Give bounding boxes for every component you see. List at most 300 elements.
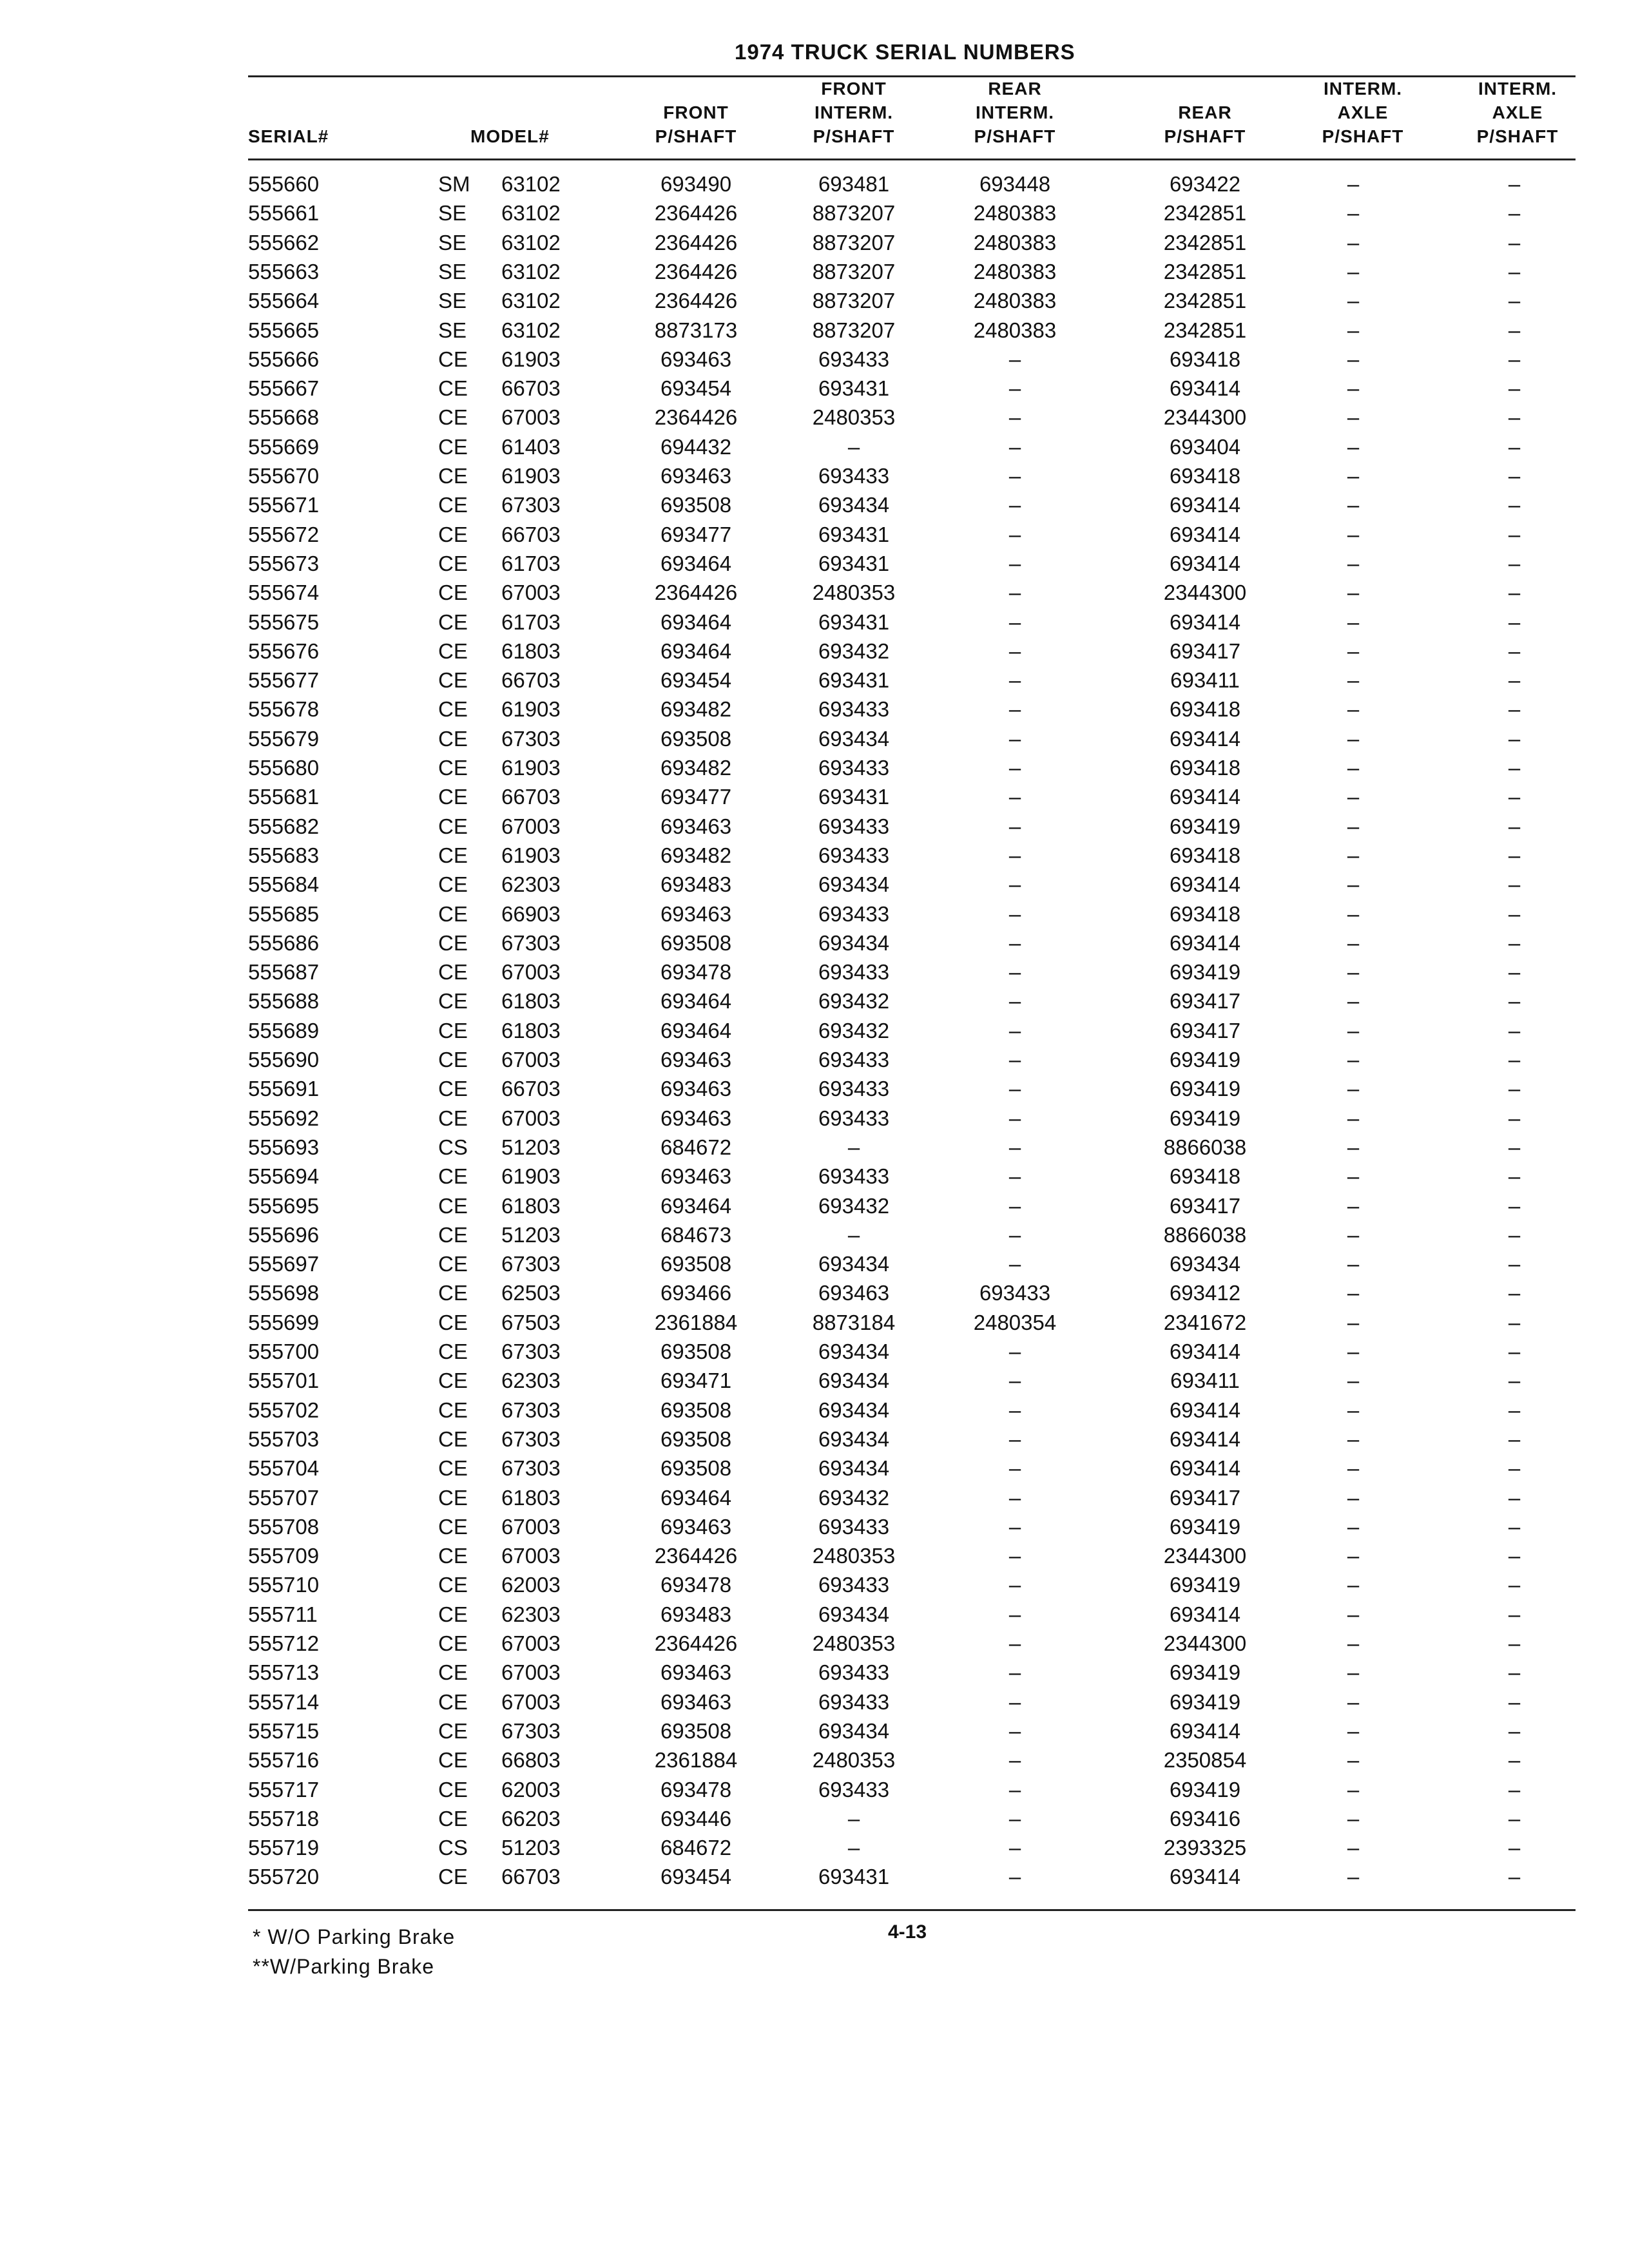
front-pshaft-cell: 684672	[660, 1836, 732, 1860]
interm-axle-pshaft-1-cell: –	[1347, 318, 1360, 342]
rear-interm-pshaft-cell: –	[1008, 1456, 1021, 1481]
rear-pshaft-cell: 2350854	[1163, 1748, 1247, 1773]
front-interm-pshaft-cell: 693434	[818, 1369, 890, 1393]
interm-axle-pshaft-2-cell: –	[1508, 1718, 1521, 1743]
model-number-cell: 67003	[501, 960, 561, 985]
front-pshaft-cell: 693463	[660, 814, 732, 838]
front-pshaft-cell: 693508	[660, 1427, 732, 1451]
rear-pshaft-cell: 2344300	[1163, 581, 1247, 605]
front-interm-pshaft-cell: –	[847, 1222, 860, 1247]
rear-interm-pshaft-cell: –	[1008, 697, 1021, 722]
rear-pshaft-cell: 2342851	[1163, 289, 1247, 313]
rear-pshaft-cell: 8866038	[1163, 1135, 1247, 1159]
rear-pshaft-cell: 693414	[1169, 1427, 1241, 1451]
front-pshaft-cell: 2364426	[654, 230, 738, 255]
interm-axle-pshaft-2-cell: –	[1508, 1456, 1521, 1481]
model-code-cell: CE	[438, 697, 468, 722]
interm-axle-pshaft-2-cell: –	[1508, 901, 1521, 926]
interm-axle-pshaft-1-cell: –	[1347, 814, 1360, 838]
rear-interm-pshaft-cell: –	[1008, 1340, 1021, 1363]
serial-cell: 555702	[248, 1398, 320, 1422]
interm-axle-pshaft-1-cell: –	[1347, 1164, 1360, 1189]
front-interm-pshaft-cell: 693431	[818, 610, 890, 634]
model-number-cell: 66703	[501, 1865, 561, 1889]
front-pshaft-cell: 693477	[660, 522, 732, 546]
serial-cell: 555660	[248, 172, 320, 196]
serial-cell: 555701	[248, 1369, 320, 1393]
front-pshaft-cell: 693463	[660, 347, 732, 371]
model-code-cell: CE	[438, 1018, 468, 1043]
rear-interm-pshaft-cell: –	[1008, 1252, 1021, 1276]
rear-interm-pshaft-cell: –	[1008, 405, 1021, 430]
front-interm-pshaft-cell: 693434	[818, 930, 890, 955]
interm-axle-pshaft-2-cell: –	[1508, 1222, 1521, 1247]
model-code-cell: SE	[438, 201, 467, 226]
model-number-cell: 67003	[501, 581, 561, 605]
rear-pshaft-cell: 2344300	[1163, 405, 1247, 430]
model-code-cell: CE	[438, 581, 468, 605]
serial-cell: 555719	[248, 1836, 320, 1860]
interm-axle-pshaft-2-cell: –	[1508, 1514, 1521, 1539]
model-number-cell: 51203	[501, 1135, 561, 1159]
rear-interm-pshaft-cell: 2480383	[973, 289, 1057, 313]
model-number-cell: 61903	[501, 697, 561, 722]
front-interm-pshaft-cell: 693433	[818, 1689, 890, 1714]
model-code-cell: CE	[438, 1077, 468, 1101]
interm-axle-pshaft-1-cell: –	[1347, 1048, 1360, 1072]
model-code-cell: CE	[438, 668, 468, 693]
model-number-cell: 61903	[501, 756, 561, 780]
interm-axle-pshaft-1-cell: –	[1347, 697, 1360, 722]
front-interm-pshaft-cell: 693433	[818, 1106, 890, 1130]
serial-cell: 555664	[248, 289, 320, 313]
page-number: 4-13	[888, 1921, 927, 1943]
front-interm-pshaft-cell: 693433	[818, 1164, 890, 1189]
rear-interm-pshaft-cell: –	[1008, 960, 1021, 985]
interm-axle-pshaft-2-cell: –	[1508, 726, 1521, 751]
rear-interm-pshaft-cell: –	[1008, 814, 1021, 838]
interm-axle-pshaft-2-cell: –	[1508, 289, 1521, 313]
rear-interm-pshaft-cell: –	[1008, 551, 1021, 575]
model-number-cell: 67003	[501, 1106, 561, 1130]
header-interm-axle-pshaft-2: INTERM. AXLE P/SHAFT	[1476, 79, 1559, 146]
rear-interm-pshaft-cell: –	[1008, 610, 1021, 634]
front-pshaft-cell: 2361884	[654, 1310, 738, 1334]
serial-cell: 555707	[248, 1485, 320, 1510]
serial-cell: 555668	[248, 405, 320, 430]
rear-pshaft-cell: 693418	[1169, 901, 1241, 926]
interm-axle-pshaft-2-cell: –	[1508, 1748, 1521, 1773]
model-code-cell: CE	[438, 901, 468, 926]
rear-pshaft-cell: 693419	[1169, 1660, 1241, 1685]
interm-axle-pshaft-2-cell: –	[1508, 434, 1521, 459]
interm-axle-pshaft-1-cell: –	[1347, 1718, 1360, 1743]
model-number-cell: 66903	[501, 901, 561, 926]
model-number-cell: 67303	[501, 1340, 561, 1363]
model-code-cell: CE	[438, 1398, 468, 1422]
interm-axle-pshaft-2-cell: –	[1508, 376, 1521, 401]
front-pshaft-cell: 694432	[660, 434, 732, 459]
model-number-cell: 63102	[501, 201, 561, 226]
interm-axle-pshaft-1-cell: –	[1347, 259, 1360, 284]
interm-axle-pshaft-2-cell: –	[1508, 1048, 1521, 1072]
model-code-cell: CE	[438, 960, 468, 985]
interm-axle-pshaft-1-cell: –	[1347, 1748, 1360, 1773]
model-code-cell: CE	[438, 1369, 468, 1393]
model-code-cell: CE	[438, 1164, 468, 1189]
front-pshaft-cell: 8873173	[654, 318, 738, 342]
rear-interm-pshaft-cell: –	[1008, 1573, 1021, 1597]
serial-cell: 555677	[248, 668, 320, 693]
interm-axle-pshaft-2-cell: –	[1508, 201, 1521, 226]
rear-interm-pshaft-cell: –	[1008, 581, 1021, 605]
rear-pshaft-cell: 693418	[1169, 1164, 1241, 1189]
front-pshaft-cell: 693508	[660, 493, 732, 517]
model-number-cell: 62003	[501, 1573, 561, 1597]
model-number-cell: 67503	[501, 1310, 561, 1334]
front-pshaft-cell: 2361884	[654, 1748, 738, 1773]
front-interm-pshaft-cell: 693434	[818, 1718, 890, 1743]
rear-pshaft-cell: 693417	[1169, 989, 1241, 1014]
front-interm-pshaft-cell: 693481	[818, 172, 890, 196]
front-interm-pshaft-cell: 693431	[818, 785, 890, 809]
front-pshaft-cell: 693464	[660, 1193, 732, 1218]
interm-axle-pshaft-1-cell: –	[1347, 610, 1360, 634]
front-interm-pshaft-cell: 2480353	[812, 1544, 896, 1568]
interm-axle-pshaft-1-cell: –	[1347, 785, 1360, 809]
rear-interm-pshaft-cell: –	[1008, 522, 1021, 546]
serial-cell: 555694	[248, 1164, 320, 1189]
serial-cell: 555676	[248, 639, 320, 663]
front-pshaft-cell: 693478	[660, 1777, 732, 1802]
interm-axle-pshaft-1-cell: –	[1347, 930, 1360, 955]
front-pshaft-cell: 2364426	[654, 259, 738, 284]
interm-axle-pshaft-1-cell: –	[1347, 1398, 1360, 1422]
rear-interm-pshaft-cell: –	[1008, 1602, 1021, 1626]
model-number-cell: 62003	[501, 1777, 561, 1802]
front-interm-pshaft-cell: 2480353	[812, 581, 896, 605]
rear-pshaft-cell: 693418	[1169, 756, 1241, 780]
interm-axle-pshaft-1-cell: –	[1347, 872, 1360, 897]
rear-interm-pshaft-cell: –	[1008, 1865, 1021, 1889]
model-code-cell: CE	[438, 726, 468, 751]
rear-pshaft-cell: 693414	[1169, 376, 1241, 401]
front-interm-pshaft-cell: 693434	[818, 1252, 890, 1276]
front-pshaft-cell: 693464	[660, 1485, 732, 1510]
interm-axle-pshaft-1-cell: –	[1347, 639, 1360, 663]
model-number-cell: 66703	[501, 376, 561, 401]
model-code-cell: CE	[438, 610, 468, 634]
serial-cell: 555708	[248, 1514, 320, 1539]
interm-axle-pshaft-1-cell: –	[1347, 1806, 1360, 1831]
front-pshaft-cell: 2364426	[654, 289, 738, 313]
front-interm-pshaft-cell: 693433	[818, 1777, 890, 1802]
rear-pshaft-cell: 693417	[1169, 1485, 1241, 1510]
rear-interm-pshaft-cell: –	[1008, 930, 1021, 955]
front-interm-pshaft-cell: 693433	[818, 1514, 890, 1539]
front-interm-pshaft-cell: 693433	[818, 347, 890, 371]
front-interm-pshaft-cell: 693432	[818, 1485, 890, 1510]
rear-pshaft-cell: 693414	[1169, 610, 1241, 634]
rear-pshaft-cell: 2344300	[1163, 1544, 1247, 1568]
front-interm-pshaft-cell: 8873184	[812, 1310, 896, 1334]
front-pshaft-cell: 2364426	[654, 581, 738, 605]
rear-interm-pshaft-cell: –	[1008, 434, 1021, 459]
front-pshaft-cell: 2364426	[654, 201, 738, 226]
interm-axle-pshaft-2-cell: –	[1508, 1865, 1521, 1889]
serial-cell: 555687	[248, 960, 320, 985]
rear-pshaft-cell: 693411	[1170, 668, 1240, 693]
front-interm-pshaft-cell: 693434	[818, 1427, 890, 1451]
serial-cell: 555680	[248, 756, 320, 780]
rear-pshaft-cell: 2342851	[1163, 318, 1247, 342]
model-number-cell: 61803	[501, 989, 561, 1014]
rear-pshaft-cell: 693419	[1169, 1514, 1241, 1539]
interm-axle-pshaft-1-cell: –	[1347, 756, 1360, 780]
interm-axle-pshaft-2-cell: –	[1508, 1398, 1521, 1422]
model-number-cell: 62503	[501, 1281, 561, 1305]
model-code-cell: CE	[438, 843, 468, 867]
model-number-cell: 61803	[501, 639, 561, 663]
serial-cell: 555699	[248, 1310, 320, 1334]
interm-axle-pshaft-1-cell: –	[1347, 1193, 1360, 1218]
serial-cell: 555714	[248, 1689, 320, 1714]
model-code-cell: SM	[438, 172, 470, 196]
rear-interm-pshaft-cell: –	[1008, 1193, 1021, 1218]
front-pshaft-cell: 693508	[660, 1252, 732, 1276]
rear-pshaft-cell: 693414	[1169, 522, 1241, 546]
interm-axle-pshaft-2-cell: –	[1508, 1631, 1521, 1655]
front-pshaft-cell: 693477	[660, 785, 732, 809]
model-number-cell: 66703	[501, 785, 561, 809]
serial-cell: 555670	[248, 464, 320, 488]
rear-interm-pshaft-cell: –	[1008, 1689, 1021, 1714]
model-number-cell: 67303	[501, 493, 561, 517]
serial-cell: 555665	[248, 318, 320, 342]
interm-axle-pshaft-2-cell: –	[1508, 930, 1521, 955]
interm-axle-pshaft-1-cell: –	[1347, 1340, 1360, 1363]
serial-cell: 555661	[248, 201, 320, 226]
front-interm-pshaft-cell: 693433	[818, 1048, 890, 1072]
interm-axle-pshaft-2-cell: –	[1508, 405, 1521, 430]
front-pshaft-cell: 693478	[660, 960, 732, 985]
serial-cell: 555712	[248, 1631, 320, 1655]
serial-cell: 555681	[248, 785, 320, 809]
rear-interm-pshaft-cell: –	[1008, 901, 1021, 926]
model-code-cell: CE	[438, 464, 468, 488]
serial-cell: 555693	[248, 1135, 320, 1159]
front-pshaft-cell: 693463	[660, 1514, 732, 1539]
interm-axle-pshaft-2-cell: –	[1508, 1340, 1521, 1363]
serial-cell: 555675	[248, 610, 320, 634]
model-number-cell: 63102	[501, 318, 561, 342]
rear-pshaft-cell: 693414	[1169, 551, 1241, 575]
serial-cell: 555666	[248, 347, 320, 371]
rear-interm-pshaft-cell: –	[1008, 1836, 1021, 1860]
model-code-cell: CE	[438, 1485, 468, 1510]
front-pshaft-cell: 693490	[660, 172, 732, 196]
front-interm-pshaft-cell: 693434	[818, 1398, 890, 1422]
model-number-cell: 66703	[501, 668, 561, 693]
interm-axle-pshaft-2-cell: –	[1508, 1485, 1521, 1510]
model-code-cell: CE	[438, 1310, 468, 1334]
model-number-cell: 62303	[501, 872, 561, 897]
rear-interm-pshaft-cell: –	[1008, 1485, 1021, 1510]
serial-cell: 555689	[248, 1018, 320, 1043]
front-pshaft-cell: 693508	[660, 1456, 732, 1481]
front-interm-pshaft-cell: 693433	[818, 756, 890, 780]
interm-axle-pshaft-2-cell: –	[1508, 1164, 1521, 1189]
rear-interm-pshaft-cell: –	[1008, 1164, 1021, 1189]
table-bottom-rule	[248, 1909, 1576, 1911]
interm-axle-pshaft-1-cell: –	[1347, 1252, 1360, 1276]
front-pshaft-cell: 693464	[660, 610, 732, 634]
interm-axle-pshaft-2-cell: –	[1508, 464, 1521, 488]
rear-pshaft-cell: 693414	[1169, 1456, 1241, 1481]
rear-interm-pshaft-cell: –	[1008, 493, 1021, 517]
model-code-cell: CE	[438, 347, 468, 371]
model-number-cell: 61403	[501, 434, 561, 459]
model-number-cell: 67303	[501, 1427, 561, 1451]
front-interm-pshaft-cell: 693431	[818, 522, 890, 546]
front-pshaft-cell: 693463	[660, 1106, 732, 1130]
front-interm-pshaft-cell: 8873207	[812, 259, 896, 284]
rear-interm-pshaft-cell: –	[1008, 1048, 1021, 1072]
serial-cell: 555692	[248, 1106, 320, 1130]
interm-axle-pshaft-2-cell: –	[1508, 1806, 1521, 1831]
rear-interm-pshaft-cell: –	[1008, 347, 1021, 371]
interm-axle-pshaft-1-cell: –	[1347, 1310, 1360, 1334]
interm-axle-pshaft-2-cell: –	[1508, 1193, 1521, 1218]
front-pshaft-cell: 693483	[660, 872, 732, 897]
front-pshaft-cell: 693464	[660, 639, 732, 663]
rear-pshaft-cell: 2344300	[1163, 1631, 1247, 1655]
rear-pshaft-cell: 693417	[1169, 1018, 1241, 1043]
model-number-cell: 66803	[501, 1748, 561, 1773]
front-interm-pshaft-cell: 693433	[818, 1573, 890, 1597]
serial-cell: 555663	[248, 259, 320, 284]
serial-cell: 555700	[248, 1340, 320, 1363]
model-number-cell: 67003	[501, 814, 561, 838]
front-interm-pshaft-cell: 693433	[818, 697, 890, 722]
model-number-cell: 67303	[501, 1252, 561, 1276]
front-interm-pshaft-cell: 693434	[818, 493, 890, 517]
model-number-cell: 63102	[501, 259, 561, 284]
interm-axle-pshaft-2-cell: –	[1508, 581, 1521, 605]
front-pshaft-cell: 2364426	[654, 1544, 738, 1568]
interm-axle-pshaft-2-cell: –	[1508, 1018, 1521, 1043]
model-code-cell: CE	[438, 1048, 468, 1072]
rear-interm-pshaft-cell: –	[1008, 639, 1021, 663]
rear-interm-pshaft-cell: –	[1008, 726, 1021, 751]
model-code-cell: CE	[438, 1544, 468, 1568]
interm-axle-pshaft-1-cell: –	[1347, 1018, 1360, 1043]
rear-interm-pshaft-cell: –	[1008, 1369, 1021, 1393]
rear-interm-pshaft-cell: 2480354	[973, 1310, 1057, 1334]
model-code-cell: CE	[438, 814, 468, 838]
interm-axle-pshaft-2-cell: –	[1508, 814, 1521, 838]
rear-pshaft-cell: 693419	[1169, 1106, 1241, 1130]
serial-cell: 555662	[248, 230, 320, 255]
model-number-cell: 66703	[501, 1077, 561, 1101]
interm-axle-pshaft-1-cell: –	[1347, 434, 1360, 459]
front-interm-pshaft-cell: 693431	[818, 668, 890, 693]
model-code-cell: CS	[438, 1135, 468, 1159]
front-interm-pshaft-cell: –	[847, 1836, 860, 1860]
model-number-cell: 63102	[501, 230, 561, 255]
front-pshaft-cell: 693463	[660, 1048, 732, 1072]
header-front-interm-pshaft: FRONT INTERM. P/SHAFT	[813, 79, 895, 146]
rear-pshaft-cell: 693419	[1169, 960, 1241, 985]
serial-cell: 555682	[248, 814, 320, 838]
model-number-cell: 61803	[501, 1485, 561, 1510]
front-interm-pshaft-cell: 693433	[818, 1660, 890, 1685]
serial-cell: 555674	[248, 581, 320, 605]
model-code-cell: CS	[438, 1836, 468, 1860]
model-number-cell: 66703	[501, 522, 561, 546]
rear-interm-pshaft-cell: –	[1008, 376, 1021, 401]
interm-axle-pshaft-1-cell: –	[1347, 1631, 1360, 1655]
model-code-cell: CE	[438, 1573, 468, 1597]
model-number-cell: 67003	[501, 1514, 561, 1539]
rear-interm-pshaft-cell: –	[1008, 843, 1021, 867]
interm-axle-pshaft-1-cell: –	[1347, 172, 1360, 196]
model-number-cell: 51203	[501, 1836, 561, 1860]
front-interm-pshaft-cell: 693432	[818, 639, 890, 663]
rear-pshaft-cell: 693419	[1169, 1048, 1241, 1072]
interm-axle-pshaft-1-cell: –	[1347, 843, 1360, 867]
header-front-pshaft: FRONT P/SHAFT	[655, 102, 737, 146]
rear-interm-pshaft-cell: –	[1008, 1806, 1021, 1831]
rear-interm-pshaft-cell: –	[1008, 1427, 1021, 1451]
interm-axle-pshaft-1-cell: –	[1347, 1865, 1360, 1889]
model-code-cell: CE	[438, 872, 468, 897]
model-code-cell: CE	[438, 1193, 468, 1218]
interm-axle-pshaft-2-cell: –	[1508, 960, 1521, 985]
model-number-cell: 51203	[501, 1222, 561, 1247]
interm-axle-pshaft-1-cell: –	[1347, 1369, 1360, 1393]
interm-axle-pshaft-1-cell: –	[1347, 376, 1360, 401]
front-interm-pshaft-cell: 693434	[818, 872, 890, 897]
model-number-cell: 67003	[501, 405, 561, 430]
front-pshaft-cell: 693463	[660, 1077, 732, 1101]
serial-cell: 555711	[248, 1602, 318, 1626]
rear-interm-pshaft-cell: –	[1008, 1777, 1021, 1802]
header-rear-interm-pshaft: REAR INTERM. P/SHAFT	[974, 79, 1056, 146]
interm-axle-pshaft-2-cell: –	[1508, 230, 1521, 255]
model-code-cell: CE	[438, 1106, 468, 1130]
serial-cell: 555690	[248, 1048, 320, 1072]
front-pshaft-cell: 693478	[660, 1573, 732, 1597]
interm-axle-pshaft-2-cell: –	[1508, 697, 1521, 722]
front-pshaft-cell: 693446	[660, 1806, 732, 1831]
model-code-cell: SE	[438, 318, 467, 342]
model-code-cell: CE	[438, 522, 468, 546]
front-interm-pshaft-cell: 693434	[818, 1340, 890, 1363]
model-number-cell: 67003	[501, 1689, 561, 1714]
model-number-cell: 62303	[501, 1369, 561, 1393]
header-rear-pshaft: REAR P/SHAFT	[1164, 102, 1246, 146]
interm-axle-pshaft-2-cell: –	[1508, 1573, 1521, 1597]
front-interm-pshaft-cell: 693434	[818, 1602, 890, 1626]
rear-interm-pshaft-cell: 693448	[979, 172, 1051, 196]
model-number-cell: 61703	[501, 551, 561, 575]
serial-cell: 555673	[248, 551, 320, 575]
front-pshaft-cell: 693482	[660, 697, 732, 722]
serial-cell: 555684	[248, 872, 320, 897]
front-interm-pshaft-cell: 693463	[818, 1281, 890, 1305]
model-code-cell: CE	[438, 1689, 468, 1714]
